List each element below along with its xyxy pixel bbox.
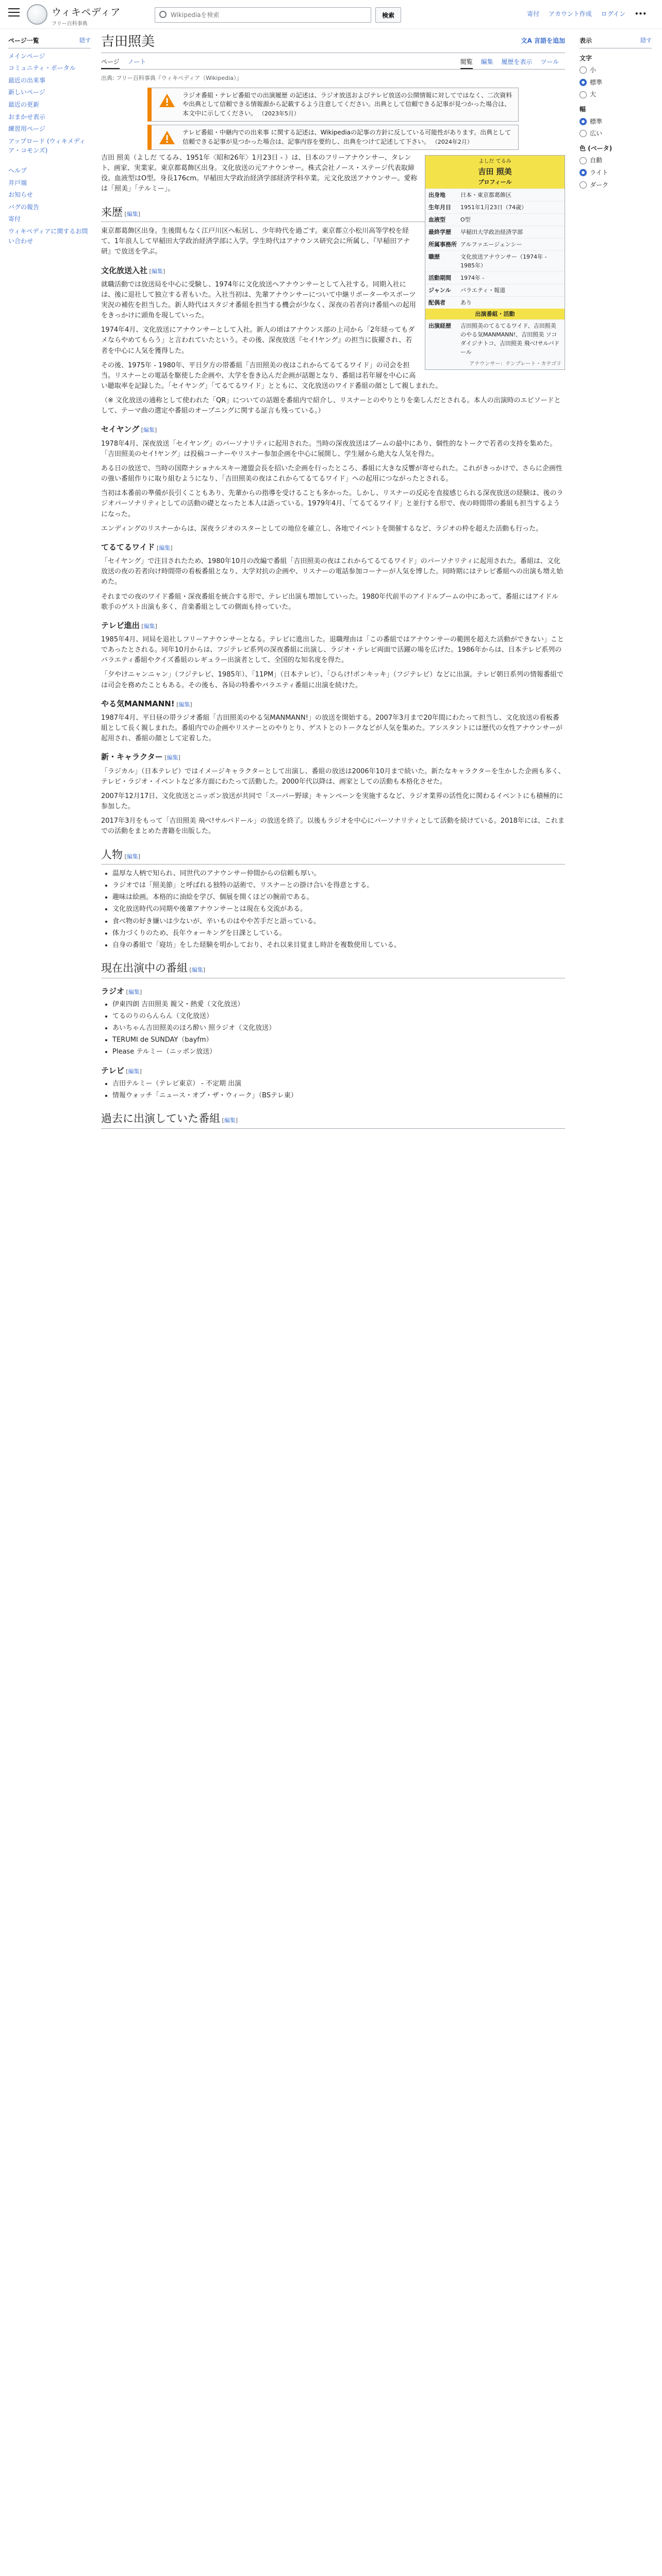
- wordmark-title: ウィキペディア: [52, 7, 121, 18]
- edit-section-link[interactable]: [編集]: [188, 967, 206, 974]
- intro-paragraph: 吉田 照美（よしだ てるみ、1951年〈昭和26年〉1月23日 - ）は、日本のフリーアナウンサー、タレント、画家、実業家。東京都葛飾区出身。文化放送の元アナウンサー。株式会社ノース・ステージ代表取締役。血液型はO型。身長176cm。早稲田大学政治経済学部経済学科卒業。元文化放送アナウンサー。愛称は「照美」「テルミー」。: [101, 154, 418, 193]
- infobox-value: 日本・東京都葛飾区: [460, 191, 511, 198]
- tab-tools[interactable]: ツール: [540, 58, 559, 65]
- section-heading-text: 新・キャラクター: [101, 752, 163, 762]
- notice-date-1: （2023年5月）: [258, 110, 300, 117]
- section-heading-text: 文化放送入社: [101, 265, 148, 275]
- edit-section-link[interactable]: [編集]: [139, 427, 157, 434]
- section-heading: [101, 1065, 565, 1077]
- tab-page[interactable]: ページ: [101, 58, 120, 69]
- warning-icon: [159, 93, 175, 108]
- list-item: • TERUMI de SUNDAY（bayfm）: [112, 1035, 565, 1045]
- list-item: • 体力づくりのため、長年ウォーキングを日課としている。: [112, 928, 565, 939]
- infobox-key: 職歴: [428, 253, 440, 261]
- paragraph: 2017年3月をもって「吉田照美 飛べ!サルバドール」の放送を終了。以後もラジオを中心にパーソナリティとして活動を続けている。2018年には、これまでの活動をまとめた書籍を出版した。: [101, 817, 565, 836]
- paragraph: 1978年4月、深夜放送「セイヤング」のパーソナリティに起用された。当時の深夜放送はブームの最中にあり、個性的なトークで若者の支持を集めた。「吉田照美のセイ!ヤング」は投稿コーナーやリスナー参加企画を中心に展開し、学生層から絶大な人気を得た。: [101, 439, 557, 458]
- notice-text-2: テレビ番組・中継内での出来事 に関する記述は、Wikipediaの記事の方針に反している可能性があります。出典として信頼できる記事が見つかった場合は、記事内容を要約し、出典をつけて記述して下さい。: [183, 129, 511, 145]
- infobox-row: [425, 250, 565, 272]
- section-heading-text: 来歴: [101, 206, 123, 218]
- edit-section-link[interactable]: [編集]: [123, 853, 141, 860]
- color-dark[interactable]: ダーク: [580, 180, 652, 190]
- text-size-large[interactable]: 大: [580, 90, 652, 99]
- list-item: • 伊東四朗 吉田照美 親父・熱愛（文化放送）: [112, 999, 565, 1010]
- nav-item-donate[interactable]: 寄付: [8, 215, 21, 223]
- section-heading-text: 過去に出演していた番組: [101, 1112, 220, 1125]
- page-title: 吉田照美: [101, 34, 155, 49]
- infobox-key: ジャンル: [428, 287, 451, 294]
- tab-read[interactable]: 閲覧: [460, 58, 473, 69]
- nav-item[interactable]: 新しいページ: [8, 89, 45, 96]
- appearance-title: [580, 36, 652, 48]
- nav-hide-button[interactable]: 隠す: [79, 37, 91, 44]
- paragraph: 1987年4月、平日昼の帯ラジオ番組「吉田照美のやる気MANMANN!」の放送を開始する。2007年3月まで20年間にわたって担当し、文化放送の看板番組として長く親しまれた。番組内での企画やリスナーとのやりとり、ゲストとのトークなどが人気を集めた。アシスタントには歴代の女性アナウンサーが起用され、番組の顔として定着した。: [101, 714, 563, 743]
- wikipedia-logo[interactable]: [27, 4, 47, 25]
- nav-item-bug-report[interactable]: バグの報告: [8, 203, 40, 211]
- list-item: • 吉田テルミー（テレビ東京） - 不定期 出演: [112, 1079, 565, 1089]
- paragraph: 当初は本番前の準備が長引くこともあり、先輩からの指導を受けることも多かった。しかし、リスナーの反応を直接感じられる深夜放送の経験は、後のラジオパーソナリティとしての活動の礎となったと本人は語っている。1979年4月、「てるてるワイド」と並行する形で、夜の時間帯の番組も担当するようになった。: [101, 489, 564, 518]
- infobox-row: [425, 213, 565, 226]
- more-options-icon[interactable]: •••: [634, 10, 647, 18]
- nav-item[interactable]: コミュニティ・ポータル: [8, 64, 76, 72]
- infobox-value: 吉田照美のてるてるワイド、吉田照美のやる気MANMANN!、吉田照美 ソコダイジナトコ、吉田照美 飛べ!サルバドール: [460, 323, 560, 356]
- main-menu-icon[interactable]: [8, 8, 20, 18]
- paragraph: （※ 文化放送の通称として使われた「QR」についての話題を番組内で紹介し、リスナーとのやりとりを楽しんだとされる。本人の出演時のエピソードとして、テーマ曲の選定や番組のオープニングに関する証言も残っている。）: [101, 397, 561, 415]
- tab-talk[interactable]: ノート: [127, 58, 146, 65]
- width-wide[interactable]: 広い: [580, 129, 652, 139]
- site-header: [0, 0, 662, 29]
- donate-link[interactable]: 寄付: [527, 10, 540, 18]
- create-account-link[interactable]: アカウント作成: [549, 10, 592, 18]
- nav-item[interactable]: 最近の出来事: [8, 76, 46, 84]
- paragraph: 1974年4月、文化放送にアナウンサーとして入社。新人の頃はアナウンス部の上司から「2年経ってもダメならやめてもらう」と言われていたという。その後、深夜放送『セイ!ヤング』の担当に抜擢され、若者を中心に人気を獲得した。: [101, 326, 415, 355]
- width-label: 幅: [580, 105, 586, 113]
- list-item: • てるのりのらんらん（文化放送）: [112, 1011, 565, 1022]
- infobox-row: [425, 238, 565, 250]
- paragraph: 「ラジカル」（日本テレビ）ではイメージキャラクターとして出演し、番組の放送は2006年10月まで続いた。新たなキャラクターを生かした企画も多く、テレビ・ラジオ・イベントなど多方面にわたって活動した。2000年代以降は、画家としての活動も本格化させた。: [101, 767, 565, 786]
- color-label: 色 (ベータ): [580, 144, 613, 152]
- section-heading-text: やる気MANMANN!: [101, 699, 175, 708]
- width-standard[interactable]: 標準: [580, 117, 652, 127]
- list-item: • 趣味は絵画。本格的に油絵を学び、個展を開くほどの腕前である。: [112, 892, 565, 903]
- infobox-key: 配偶者: [428, 299, 445, 307]
- infobox-value: あり: [460, 299, 472, 307]
- paragraph: 就職活動では放送局を中心に受験し、1974年に文化放送へアナウンサーとして入社する。同期入社には、後に退社して独立する者もいた。入社当初は、先輩アナウンサーについて中継リポーターやスポーツ実況の補佐を担当した。新人時代はスタジオ番組を担当する機会が少なく、深夜の若者向け番組への起用をきっかけに頭角を現していった。: [101, 280, 416, 320]
- infobox-row: [425, 284, 565, 296]
- page-tabs: [101, 55, 565, 70]
- infobox-value: O型: [460, 216, 471, 223]
- nav-title: [8, 36, 91, 48]
- infobox-value: アルファエージェンシー: [460, 241, 522, 248]
- infobox-key: 活動期間: [428, 275, 451, 282]
- nav-item[interactable]: メインページ: [8, 52, 45, 60]
- infobox-value: 早稲田大学政治経済学部: [460, 228, 523, 235]
- list-item: • 食べ物の好き嫌いは少ないが、辛いものはやや苦手だと語っている。: [112, 917, 565, 927]
- list-item: • Please テルミー（ニッポン放送）: [112, 1047, 565, 1057]
- section-heading: [101, 986, 565, 997]
- section-heading-text: てるてるワイド: [101, 542, 155, 552]
- section-heading: [101, 541, 565, 553]
- infobox-name: 吉田 照美: [478, 166, 512, 176]
- infobox-key: 生年月日: [428, 204, 451, 211]
- paragraph: 2007年12月17日、文化放送とニッポン放送が共同で「スーパー野球」キャンペーンを実施するなど、ラジオ業界の活性化に関わるイベントにも積極的に参加した。: [101, 792, 564, 811]
- infobox-key: 出身地: [428, 191, 445, 198]
- infobox-header: [425, 156, 565, 189]
- tab-edit[interactable]: 編集: [481, 58, 493, 65]
- list-item: • あいちゃん吉田照美のほろ酔い 照ラジオ（文化放送）: [112, 1023, 565, 1033]
- color-light[interactable]: ライト: [580, 168, 652, 178]
- list-item: • 文化放送時代の同期や後輩アナウンサーとは現在も交流がある。: [112, 904, 565, 914]
- source-note: 出典: フリー百科事典『ウィキペディア（Wikipedia）』: [101, 75, 242, 81]
- nav-item[interactable]: アップロード (ウィキメディア・コモンズ): [8, 137, 86, 155]
- main-content: [101, 33, 565, 1133]
- infobox-reading: よしだ てるみ: [478, 159, 511, 164]
- edit-section-link[interactable]: [編集]: [124, 988, 142, 995]
- infobox-value: 文化放送アナウンサー（1974年 - 1985年）: [460, 253, 547, 269]
- add-language-button[interactable]: 文A 言語を追加: [521, 37, 565, 44]
- edit-section-link[interactable]: [編集]: [162, 754, 180, 761]
- section-heading: [101, 1110, 565, 1129]
- infobox-key: 所属事務所: [428, 241, 457, 248]
- nav-item[interactable]: 最近の更新: [8, 100, 40, 108]
- infobox-footer[interactable]: アナウンサー：テンプレート・カテゴリ: [469, 361, 561, 367]
- infobox-row: [425, 296, 565, 309]
- search-box[interactable]: [155, 7, 371, 23]
- wordmark[interactable]: [52, 5, 121, 28]
- section-heading-text: テレビ進出: [101, 620, 140, 630]
- text-size-label: 文字: [580, 54, 592, 62]
- section-heading: [101, 846, 565, 865]
- infobox: [425, 155, 565, 370]
- section-heading-text: テレビ: [101, 1065, 124, 1075]
- user-links: [520, 9, 647, 19]
- search-icon: [159, 11, 167, 18]
- section-heading: [101, 751, 565, 763]
- left-sidebar: [8, 36, 91, 248]
- section-heading: [101, 960, 565, 978]
- wordmark-subtitle: フリー百科事典: [52, 21, 88, 27]
- list-item: • 温厚な人柄で知られ、同世代のアナウンサー仲間からの信頼も厚い。: [112, 869, 565, 879]
- list-item: • 自身の番組で「寝坊」をした経験を明かしており、それ以来目覚まし時計を複数使用している。: [112, 940, 565, 951]
- infobox-key: 最終学歴: [428, 228, 451, 235]
- appearance-title-text: 表示: [580, 37, 592, 44]
- notice-date-2: （2024年2月）: [432, 138, 473, 145]
- nav-item[interactable]: おまかせ表示: [8, 113, 46, 121]
- warning-icon: [159, 130, 175, 145]
- search-button[interactable]: 検索: [375, 7, 401, 23]
- infobox-value: 1951年1月23日（74歳）: [460, 204, 527, 211]
- maintenance-notice: [147, 125, 519, 150]
- login-link[interactable]: ログイン: [601, 10, 626, 18]
- infobox-value: バラエティ・報道: [460, 287, 506, 294]
- paragraph: 「夕やけニャンニャン」（フジテレビ、1985年）、「11PM」（日本テレビ）、「ひらけ!ポンキッキ」（フジテレビ）などに出演。テレビ朝日系列の情報番組では司会を務めたこともある。その後も、各局の特番やバラエティ番組に出演を続けた。: [101, 671, 564, 689]
- edit-section-link[interactable]: [編集]: [147, 267, 166, 275]
- section-heading-text: 現在出演中の番組: [101, 962, 188, 975]
- appearance-panel: [580, 36, 652, 192]
- paragraph: 1985年4月、同局を退社しフリーアナウンサーとなる。テレビに進出した。退職理由は「この番組ではアナウンサーの範囲を超えた活動ができない」ことであったとされる。同年10月からは、フジテレビ系列の深夜番組に出演し、ラジオ・テレビ両面で活躍の場を広げた。1986年からは、日本テレビ系列のバラエティ番組やクイズ番組のレギュラー出演者として、全国的な知名度を得た。: [101, 636, 564, 665]
- nav-item-help[interactable]: ヘルプ: [8, 166, 27, 174]
- infobox-section: 出演番組・活動: [425, 309, 565, 319]
- tab-history[interactable]: 履歴を表示: [501, 58, 533, 65]
- search-input[interactable]: [171, 10, 367, 20]
- bullet-list: [112, 999, 565, 1058]
- nav-item-village-pump[interactable]: 井戸端: [8, 179, 27, 187]
- color-auto[interactable]: 自動: [580, 156, 652, 165]
- maintenance-notice: [147, 88, 519, 122]
- paragraph: その後、1975年 - 1980年、平日夕方の帯番組「吉田照美の夜はこれからてるてるワイド」の司会を担当。リスナーとの電話を駆使した企画や、大学を巻き込んだ企画が話題となり、番組は若年層を中心に高い聴取率を記録した。「セイヤング」「てるてるワイド」とともに、文化放送のワイド番組の顔として親しまれた。: [101, 361, 442, 391]
- infobox-row: [425, 226, 565, 238]
- nav-item-notices[interactable]: お知らせ: [8, 191, 33, 199]
- section-heading-text: 人物: [101, 848, 123, 861]
- section-heading: [101, 698, 565, 710]
- section-heading-text: ラジオ: [101, 986, 125, 996]
- infobox-row: [425, 272, 565, 284]
- infobox-row: [425, 189, 565, 201]
- paragraph: 「セイヤング」で注目されたため、1980年10月の改編で番組「吉田照美の夜はこれからてるてるワイド」のパーソナリティに起用された。番組は、文化放送の夜の若者向け時間帯の看板番組となり、大学対抗の企画や、リスナーの電話参加コーナーが人気を博した。同時期にはテレビ番組への出演も増え始めた。: [101, 557, 563, 586]
- paragraph: それまでの夜のワイド番組・深夜番組を統合する形で、テレビ出演も増加していった。1980年代前半のアイドルブームの中にあって、番組にはアイドル歌手のゲスト出演も多く、音楽番組としての側面も持っていた。: [101, 592, 559, 611]
- nav-item-contact[interactable]: ウィキペディアに関するお問い合わせ: [8, 227, 88, 245]
- edit-section-link[interactable]: [編集]: [124, 1067, 142, 1075]
- section-heading: [101, 620, 565, 632]
- infobox-row: [425, 319, 565, 358]
- bullet-list: [112, 1079, 565, 1101]
- section-heading-text: セイヤング: [101, 425, 140, 434]
- infobox-row: [425, 201, 565, 213]
- infobox-value: 1974年 -: [460, 275, 485, 282]
- edit-section-link[interactable]: [編集]: [220, 1117, 238, 1124]
- list-item: • 情報ウォッチ「ニュース・オブ・ザ・ウィーク」（BSテレ東）: [112, 1091, 565, 1101]
- edit-section-link[interactable]: [編集]: [155, 544, 173, 551]
- bullet-list: [112, 869, 565, 951]
- paragraph: ある日の放送で、当時の国際ナショナルスキー連盟会長を招いた企画を行ったところ、番組に大きな反響が寄せられた。これがきっかけで、さらに企画性の強い番組作りに取り組むようになり、「吉田照美の夜はこれからてるてるワイド」への起用につながったとされる。: [101, 465, 562, 483]
- text-size-standard[interactable]: 標準: [580, 78, 652, 88]
- edit-section-link[interactable]: [編集]: [174, 701, 192, 708]
- notice-text-1: ラジオ番組・テレビ番組での出演履歴 の記述は、ラジオ放送およびテレビ放送の公開情報に対してではなく、二次資料や出典として信頼できる情報源から記載するよう注意してください。出典として信頼できる記事が見つかった場合は、本文中に示してください。: [183, 92, 512, 117]
- paragraph: 東京都葛飾区出身。生後間もなく江戸川区へ転居し、少年時代を過ごす。東京都立小松川高等学校を経て、1年浪人して早稲田大学政治経済学部に入学。学生時代はアナウンス研究会に所属し、『早稲田アナ研』で放送を学ぶ。: [101, 227, 410, 256]
- list-item: • ラジオでは「照美節」と呼ばれる独特の話術で、リスナーとの掛け合いを得意とする。: [112, 880, 565, 891]
- infobox-subtitle: プロフィール: [478, 178, 512, 185]
- infobox-key: 血液型: [428, 216, 445, 223]
- edit-section-link[interactable]: [編集]: [139, 622, 157, 630]
- nav-title-text: ページ一覧: [8, 37, 39, 44]
- infobox-key: 出演経歴: [428, 323, 451, 330]
- appearance-hide-button[interactable]: 隠す: [640, 37, 652, 44]
- nav-item[interactable]: 練習用ページ: [8, 125, 45, 133]
- edit-section-link[interactable]: [編集]: [123, 210, 141, 217]
- paragraph: エンディングのリスナーからは、深夜ラジオのスターとしての地位を確立し、各地でイベントを開催するなど、ラジオの枠を超えた活動も行った。: [101, 524, 543, 533]
- section-heading: [101, 423, 565, 435]
- text-size-small[interactable]: 小: [580, 65, 652, 75]
